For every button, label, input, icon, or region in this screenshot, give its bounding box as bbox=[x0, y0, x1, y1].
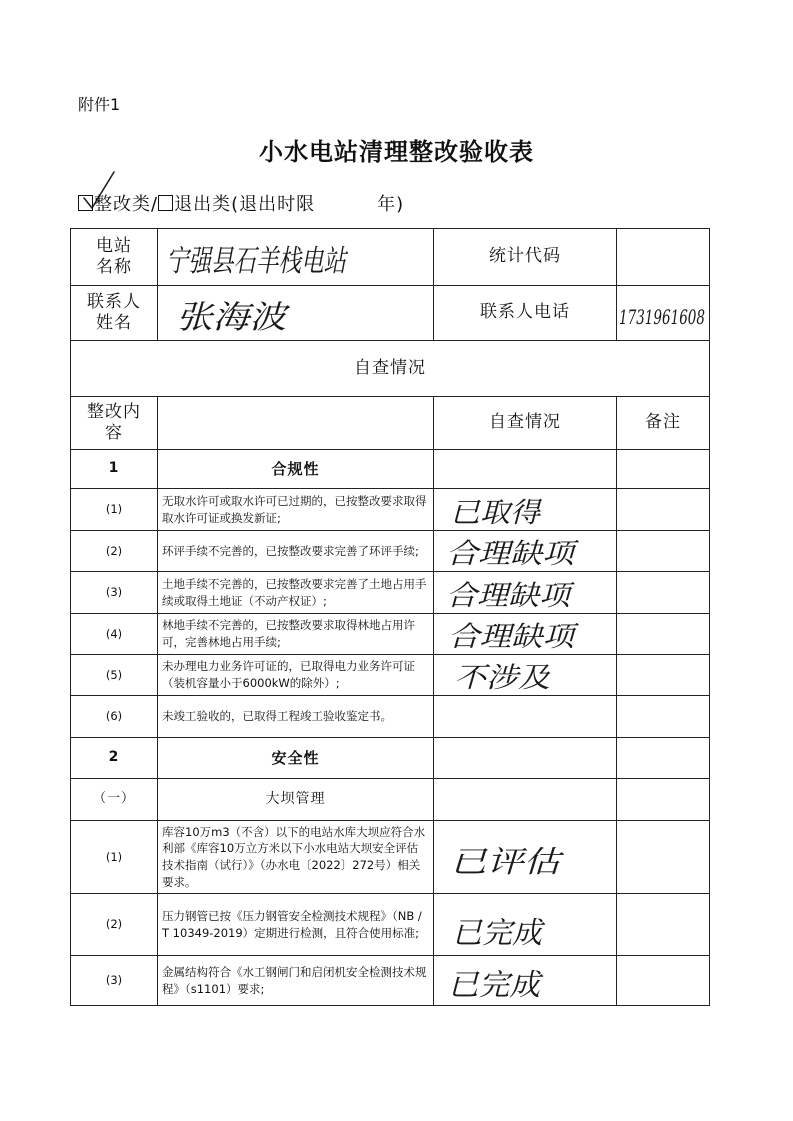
result-handwritten-text: 合理缺项 bbox=[448, 620, 580, 653]
phone-value[interactable] bbox=[617, 290, 709, 338]
phone-handwritten-text: 1731961608 bbox=[619, 305, 705, 329]
section-title: 安全性 bbox=[271, 748, 320, 767]
exit-time-label: (退出时限 bbox=[231, 194, 316, 215]
contact-handwriting bbox=[162, 290, 430, 338]
exit-label: 退出类 bbox=[174, 194, 232, 215]
contact-handwritten-text: 张海波 bbox=[176, 298, 291, 336]
result-handwriting bbox=[436, 532, 614, 571]
item-text: 无取水许可或取水许可已过期的，已按整改要求取得取水许可证或换发新证; bbox=[162, 493, 427, 525]
item-result[interactable] bbox=[436, 957, 614, 1005]
item-number: (3) bbox=[105, 585, 123, 600]
item-text: 金属结构符合《水工钢闸门和启闭机安全检测技术规程》（s1101）要求; bbox=[162, 964, 427, 996]
result-handwritten-text: 已完成 bbox=[448, 968, 545, 1003]
item-number: (1) bbox=[105, 502, 123, 517]
item-text: 压力钢管已按《压力钢管安全检测技术规程》（NB / T 10349-2019）定期进行检测，且符合使用标准; bbox=[162, 908, 422, 940]
item-number: (5) bbox=[105, 667, 123, 682]
station-name-handwritten-text: 宁强县石羊栈电站 bbox=[166, 244, 349, 279]
station-name-value[interactable] bbox=[162, 233, 430, 283]
item-number: (3) bbox=[105, 973, 123, 988]
result-handwritten-text: 已取得 bbox=[450, 496, 544, 529]
section-number: 2 bbox=[108, 749, 120, 766]
result-handwriting bbox=[436, 615, 614, 654]
item-result[interactable] bbox=[434, 696, 616, 737]
item-number: (6) bbox=[105, 709, 123, 724]
item-result[interactable] bbox=[436, 615, 614, 654]
stat-code-label: 统计代码 bbox=[489, 246, 561, 267]
item-number: (1) bbox=[105, 849, 123, 864]
result-handwriting bbox=[436, 490, 614, 530]
phone-handwriting bbox=[617, 290, 709, 338]
item-result[interactable] bbox=[436, 656, 614, 695]
item-text: 林地手续不完善的，已按整改要求取得林地占用许可，完善林地占用手续; bbox=[162, 618, 415, 649]
item-text: 库容10万m3（不含）以下的电站水库大坝应符合水利部《库容10万立方米以下小水电站大坝安全评估技术指南（试行）》（办水电〔2022〕272号）相关要求。 bbox=[162, 824, 426, 889]
result-handwriting bbox=[436, 822, 614, 893]
result-handwriting bbox=[436, 957, 614, 1005]
item-result[interactable] bbox=[436, 532, 614, 571]
year-label: 年) bbox=[377, 194, 405, 215]
stat-code-value[interactable] bbox=[617, 229, 709, 285]
item-result[interactable] bbox=[436, 490, 614, 530]
page-title: 小水电站清理整改验收表 bbox=[259, 138, 534, 166]
col-header-content: 整改内 容 bbox=[87, 401, 141, 443]
item-result[interactable] bbox=[436, 895, 614, 955]
result-handwritten-text: 合理缺项 bbox=[446, 579, 576, 612]
result-handwritten-text: 已评估 bbox=[450, 845, 565, 880]
result-handwritten-text: 合理缺项 bbox=[446, 537, 580, 570]
item-number: (2) bbox=[105, 917, 123, 932]
rectify-label: 整改类 bbox=[94, 194, 151, 215]
item-text: 未办理电力业务许可证的，已取得电力业务许可证（装机容量小于6000kW的除外）; bbox=[162, 659, 415, 690]
contact-value[interactable] bbox=[162, 290, 430, 338]
result-handwriting bbox=[436, 656, 614, 695]
col-header-remark: 备注 bbox=[645, 412, 681, 433]
item-number: (4) bbox=[105, 626, 123, 641]
item-text: 环评手续不完善的，已按整改要求完善了环评手续; bbox=[162, 543, 419, 558]
contact-label: 联系人 姓名 bbox=[87, 291, 141, 333]
item-number: (2) bbox=[105, 543, 123, 558]
station-name-label: 电站 名称 bbox=[96, 235, 132, 277]
subsection-number: （一） bbox=[92, 791, 135, 807]
result-handwriting bbox=[436, 895, 614, 955]
item-result[interactable] bbox=[436, 822, 614, 893]
item-text: 未竣工验收的，已取得工程竣工验收鉴定书。 bbox=[162, 709, 392, 724]
result-handwritten-text: 已完成 bbox=[452, 916, 546, 951]
station-name-handwriting bbox=[162, 233, 430, 283]
section-number: 1 bbox=[108, 460, 120, 477]
attachment-label: 附件1 bbox=[78, 95, 121, 114]
item-text: 土地手续不完善的，已按整改要求完善了土地占用手续或取得土地证（不动产权证）; bbox=[162, 576, 427, 608]
col-header-result: 自查情况 bbox=[489, 412, 561, 433]
result-handwritten-text: 不涉及 bbox=[454, 661, 552, 694]
self-check-heading: 自查情况 bbox=[354, 357, 426, 378]
section-title: 合规性 bbox=[271, 459, 320, 478]
phone-label: 联系人电话 bbox=[480, 302, 570, 323]
category-separator: / bbox=[151, 194, 159, 215]
result-handwriting bbox=[436, 573, 614, 613]
item-result[interactable] bbox=[436, 573, 614, 613]
subsection-title: 大坝管理 bbox=[265, 790, 326, 807]
